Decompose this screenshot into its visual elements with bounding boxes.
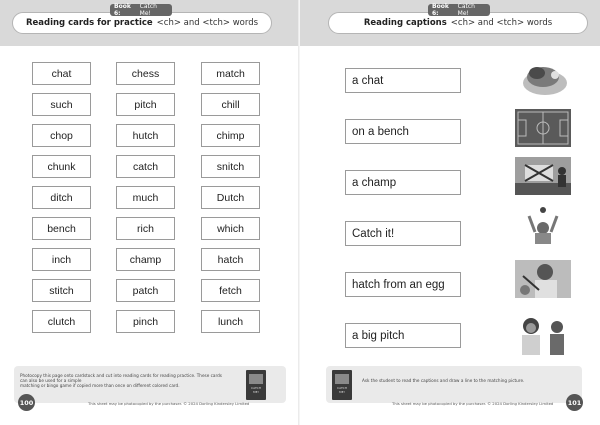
- left-header-subtitle: <ch> and <tch> words: [156, 18, 259, 28]
- left-book-tab: [110, 4, 172, 16]
- left-legal-text: This sheet may be photocopied by the purchaser. © 2024 Dorling Kindersley Limited: [88, 401, 250, 406]
- chat-icon: [515, 317, 571, 355]
- caption-box: Catch it!: [345, 221, 461, 246]
- right-header-subtitle: <ch> and <tch> words: [450, 18, 553, 28]
- reading-card: which: [201, 217, 260, 240]
- reading-card: inch: [32, 248, 91, 271]
- book-cover-image: [335, 374, 349, 384]
- reading-card: lunch: [201, 310, 260, 333]
- right-book-tab: [428, 4, 490, 16]
- reading-card: chop: [32, 124, 91, 147]
- caption-box: on a bench: [345, 119, 461, 144]
- reading-card: chimp: [201, 124, 260, 147]
- reading-card: Dutch: [201, 186, 260, 209]
- reading-card: champ: [116, 248, 175, 271]
- left-footer-instructions: [20, 373, 230, 389]
- hatch-icon: [515, 260, 571, 298]
- left-tab-text: Catch Me!: [139, 3, 157, 17]
- caption-box: hatch from an egg: [345, 272, 461, 297]
- caption-box: a big pitch: [345, 323, 461, 348]
- left-footer-line-1: Photocopy this page onto cardstock and cut into reading cards for reading practice. These cards can also be used for a simple: [20, 373, 222, 384]
- reading-card: match: [201, 62, 260, 85]
- page-number-left: 100: [18, 394, 35, 411]
- reading-card: chess: [116, 62, 175, 85]
- right-page: [300, 0, 600, 425]
- bench-icon: [515, 157, 571, 195]
- reading-card: rich: [116, 217, 175, 240]
- reading-card: catch: [116, 155, 175, 178]
- right-tab-text: Catch Me!: [457, 3, 475, 17]
- book-cover-title: CATCH ME!: [337, 386, 347, 394]
- reading-card: patch: [116, 279, 175, 302]
- reading-card: much: [116, 186, 175, 209]
- right-legal-text: This sheet may be photocopied by the purchaser. © 2024 Dorling Kindersley Limited: [392, 401, 554, 406]
- reading-card: pitch: [116, 93, 175, 116]
- reading-card: bench: [32, 217, 91, 240]
- book-cover-thumbnail: [332, 370, 352, 400]
- left-header-title: Reading cards for practice: [25, 18, 153, 28]
- reading-card: stitch: [32, 279, 91, 302]
- page-number-right: 101: [566, 394, 583, 411]
- reading-card: snitch: [201, 155, 260, 178]
- reading-card: pinch: [116, 310, 175, 333]
- caption-box: a champ: [345, 170, 461, 195]
- reading-card: ditch: [32, 186, 91, 209]
- book-cover-image: [249, 374, 263, 384]
- pitch-icon: [515, 109, 571, 147]
- reading-card: hatch: [201, 248, 260, 271]
- reading-card: such: [32, 93, 91, 116]
- reading-card: chunk: [32, 155, 91, 178]
- left-tab-bold: Book 6:: [114, 3, 131, 17]
- reading-card: fetch: [201, 279, 260, 302]
- catch-icon: [515, 206, 571, 244]
- reading-card: hutch: [116, 124, 175, 147]
- reading-card: chat: [32, 62, 91, 85]
- book-cover-thumbnail: [246, 370, 266, 400]
- right-footer-instructions: Ask the student to read the captions and draw a line to the matching picture.: [362, 378, 525, 383]
- right-tab-bold: Book 6:: [432, 3, 449, 17]
- right-header-title: Reading captions: [363, 18, 447, 28]
- reading-card: clutch: [32, 310, 91, 333]
- fish-icon: [515, 61, 571, 99]
- right-footer-box: [326, 366, 582, 403]
- caption-box: a chat: [345, 68, 461, 93]
- book-cover-title: CATCH ME!: [251, 386, 261, 394]
- left-footer-line-2: matching or bingo game if copied more than once on different colored card.: [20, 383, 180, 389]
- reading-card: chill: [201, 93, 260, 116]
